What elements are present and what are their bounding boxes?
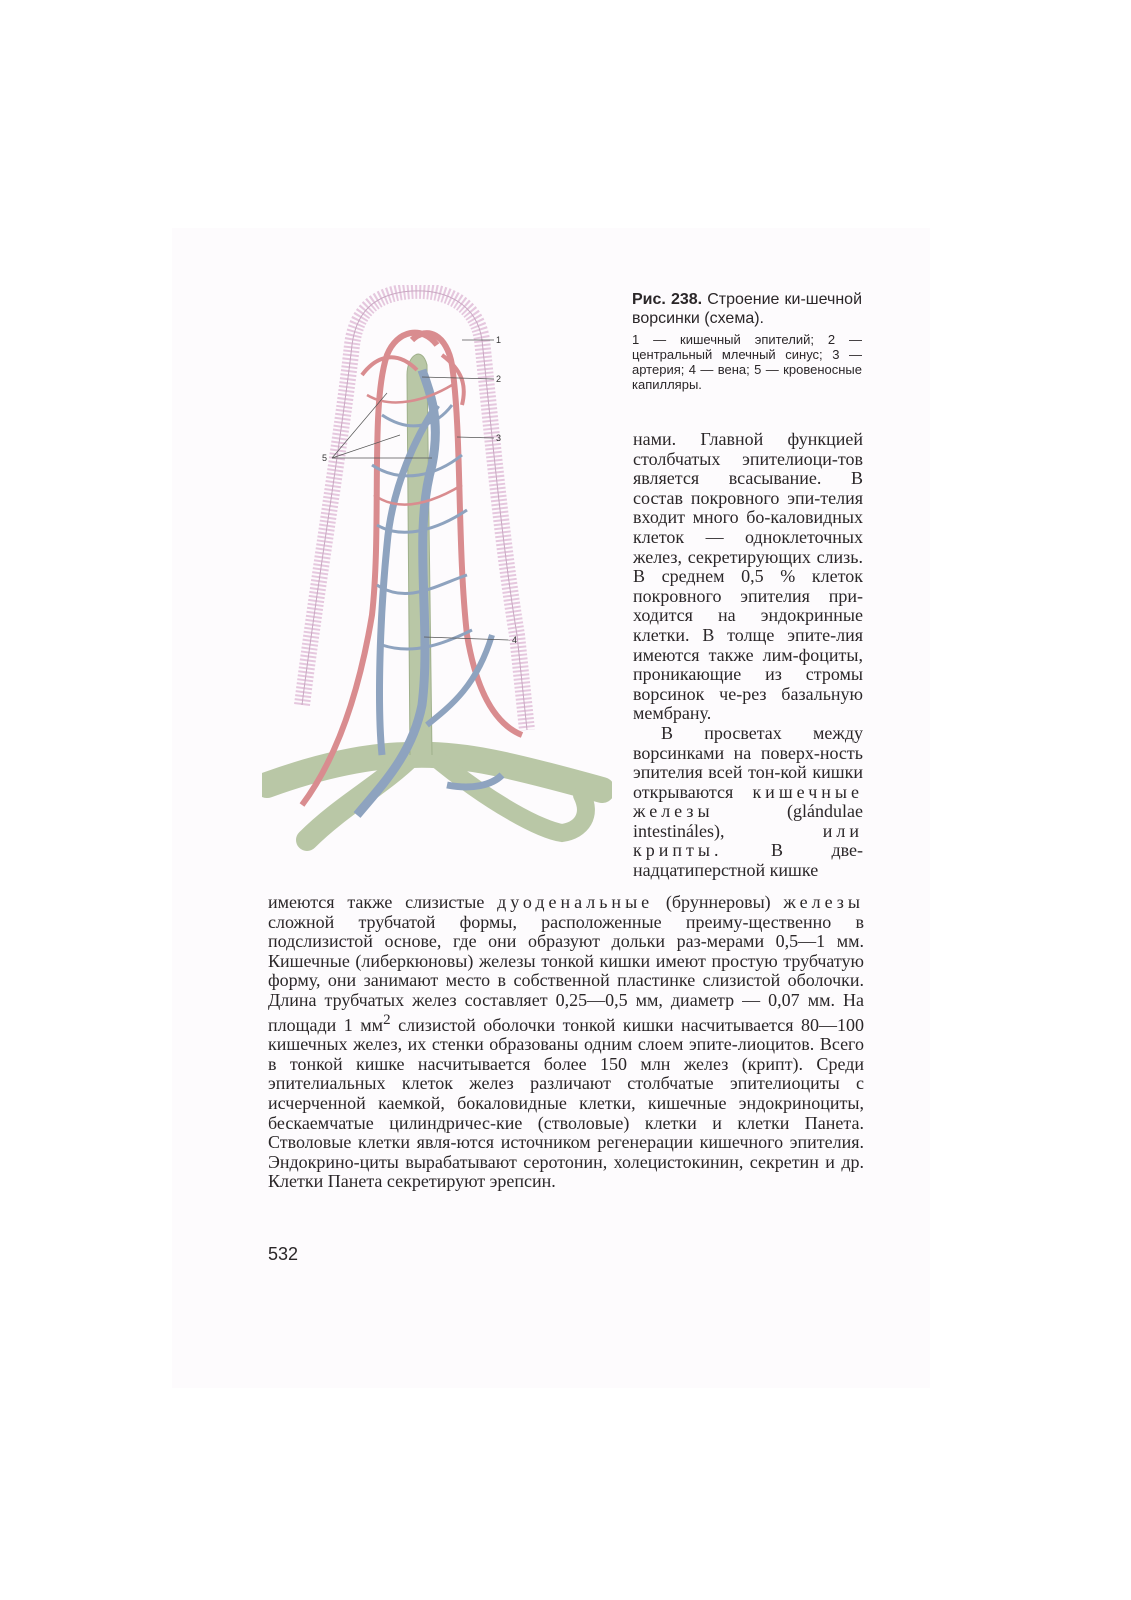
column-paragraph-2	[633, 724, 863, 881]
body-text-2: (бруннеровы)	[665, 892, 771, 912]
column-paragraph-2-start: В просветах между ворсинками на поверх-ность эпителия всей тон-кой кишки открываются	[633, 722, 863, 802]
caption-title	[632, 290, 862, 328]
term-intestinal-glands: кишечные железы	[633, 781, 863, 822]
column-paragraph-1: нами. Главной функцией столбчатых эпителиоци-тов является всасывание. В состав покровного эпи-телия входит много бо-каловидных клеток — одноклеточных желез, секретирующих слизь. В среднем 0,5 % клеток покровного эпителия при-ходится на эндокринные клетки. В толще эпите-лия имеются также лим-фоциты, проникающие из стромы ворсинок че-рез базальную мембрану.	[633, 429, 863, 724]
latin-term: (glándulae intestináles),	[633, 801, 863, 841]
figure-label-3: 3	[496, 433, 502, 443]
villus-figure	[262, 285, 612, 855]
caption-title-text: Строение ки-шечной ворсинки (схема).	[632, 291, 863, 327]
body-paragraph	[268, 893, 864, 1192]
connector-or: или	[822, 820, 863, 841]
figure-label-2: 2	[496, 374, 502, 384]
figure-label-4: 4	[512, 635, 518, 645]
body-text-1: имеются также слизистые	[268, 892, 485, 912]
figure-number: Рис. 238.	[632, 291, 703, 308]
term-crypts: крипты.	[633, 840, 723, 861]
body-text	[268, 893, 864, 1192]
column-paragraph-2-end: В две-надцатиперстной кишке	[633, 840, 863, 881]
caption-legend: 1 — кишечный эпителий; 2 — центральный млечный синус; 3 — артерия; 4 — вена; 5 — кровеносные капилляры.	[632, 332, 862, 392]
page-number: 532	[268, 1244, 299, 1264]
body-text-4: слизистой оболочки тонкой кишки насчитывается 80—100 кишечных желез, их стенки образованы одним слоем эпите-лиоцитов. Всего в тонкой кишке насчитывается более 150 млн желез (крипт). Среди эпителиальных клеток желез различают столбчатые эпителиоциты с исчерченной каемкой, бокаловидные клетки, кишечные эндокриноциты, бескаемчатые цилиндричес-кие (стволовые) клетки и клетки Панета. Стволовые клетки явля-ются источником регенерации кишечного эпителия. Эндокрино-циты вырабатывают серотонин, холецистокинин, секретин и др. Клетки Панета секретируют эрепсин.	[268, 1014, 864, 1192]
figure-label-5: 5	[322, 453, 328, 463]
body-text-3: сложной трубчатой формы, расположенные преиму-щественно в подслизистой основе, где они образуют дольки раз-мерами 0,5—1 мм. Кишечные (либеркюновы) железы тонкой кишки имеют простую трубчатую форму, они занимают место в собственной пластинке слизистой оболочки. Длина трубчатых желез составляет 0,25—0,5 мм, диаметр — 0,07 мм. На площади 1 мм	[268, 911, 864, 1035]
column-text	[633, 430, 863, 881]
term-glands: железы	[783, 892, 865, 912]
figure-caption	[632, 290, 862, 392]
superscript: 2	[383, 1011, 391, 1028]
term-duodenal: дуоденальные	[497, 892, 654, 912]
figure-label-1: 1	[496, 335, 502, 345]
